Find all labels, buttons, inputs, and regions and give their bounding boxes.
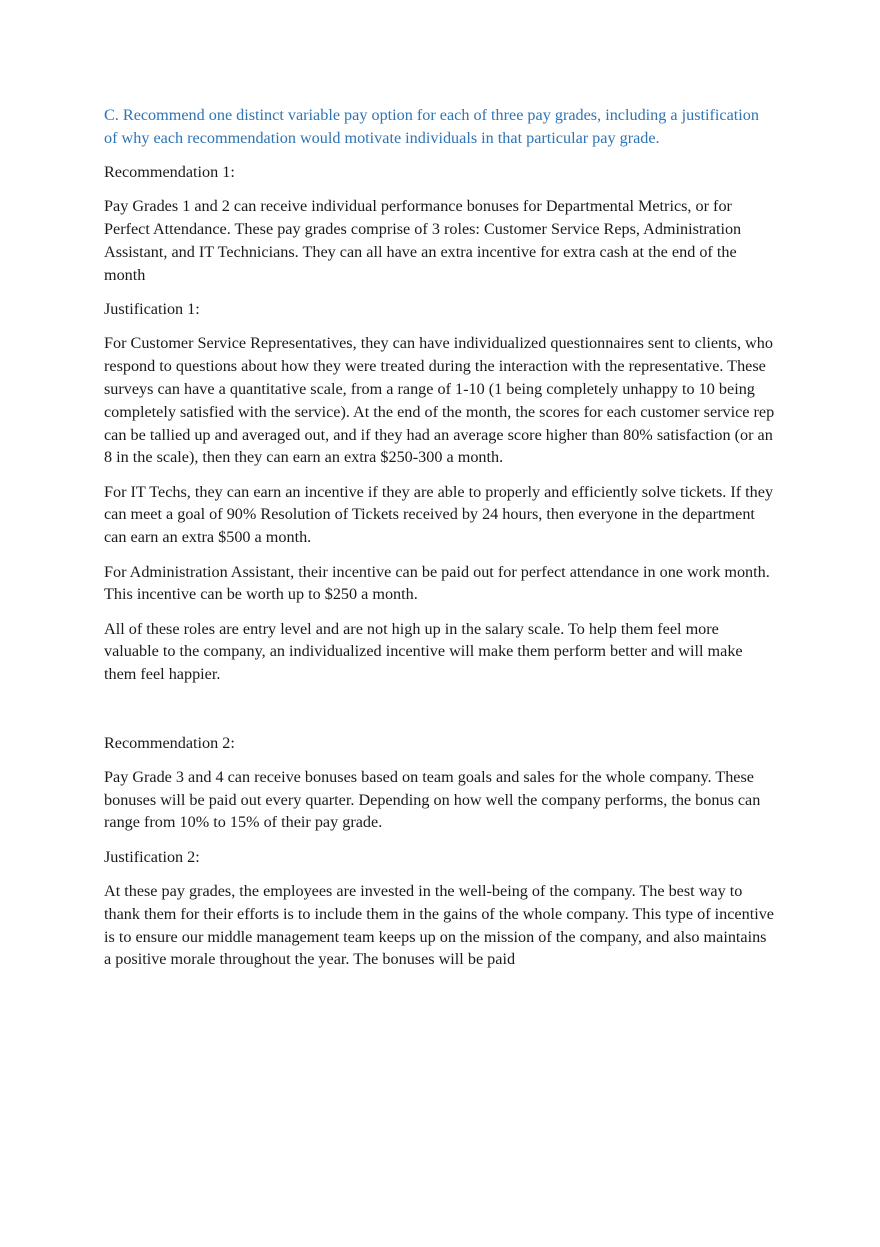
section-spacer	[104, 698, 776, 732]
recommendation-1-text: Pay Grades 1 and 2 can receive individual performance bonuses for Departmental Metrics, or for Perfect Attendance. These pay grades comprise of 3 roles: Customer Service Reps, Administration Assistant, and IT Technicians. They can all have an extra incentive for extra cash at the end of the month	[104, 197, 742, 284]
justification-1-paragraph-it-techs: For IT Techs, they can earn an incentive if they are able to properly and efficiently solve tickets. If they can meet a goal of 90% Resolution of Tickets received by 24 hours, then everyone in the department can earn an extra $500 a month.	[104, 482, 774, 547]
recommendation-1-label: Recommendation 1:	[104, 163, 235, 182]
justification-1-paragraph-admin-assistant: For Administration Assistant, their incentive can be paid out for perfect attendance in one work month. This incentive can be worth up to $250 a month.	[104, 562, 770, 604]
justification-1-label: Justification 1:	[104, 300, 200, 319]
document-body	[104, 104, 776, 983]
question-heading: C. Recommend one distinct variable pay option for each of three pay grades, including a justification of why each recommendation would motivate individuals in that particular pay grade.	[104, 106, 759, 147]
justification-2-text: At these pay grades, the employees are invested in the well-being of the company. The best way to thank them for their efforts is to include them in the gains of the whole company. This type of incentive is to ensure our middle management team keeps up on the mission of the company, and also maintains a positive morale throughout the year. The bonuses will be paid	[104, 882, 774, 969]
justification-1-paragraph-summary: All of these roles are entry level and are not high up in the salary scale. To help them feel more valuable to the company, an individualized incentive will make them perform better and will make them feel happier.	[104, 619, 743, 684]
recommendation-2-label: Recommendation 2:	[104, 733, 235, 752]
justification-2-label: Justification 2:	[104, 847, 200, 866]
justification-1-paragraph-customer-service: For Customer Service Representatives, they can have individualized questionnaires sent to clients, who respond to questions about how they were treated during the interaction with the representative. These surveys can have a quantitative scale, from a range of 1-10 (1 being completely unhappy to 10 being completely satisfied with the service). At the end of the month, the scores for each customer service rep can be tallied up and averaged out, and if they had an average score higher than 80% satisfaction (or an 8 in the scale), then they can earn an extra $250-300 a month.	[104, 334, 775, 467]
recommendation-2-text: Pay Grade 3 and 4 can receive bonuses based on team goals and sales for the whole company. These bonuses will be paid out every quarter. Depending on how well the company performs, the bonus can range from 10% to 15% of their pay grade.	[104, 767, 761, 832]
